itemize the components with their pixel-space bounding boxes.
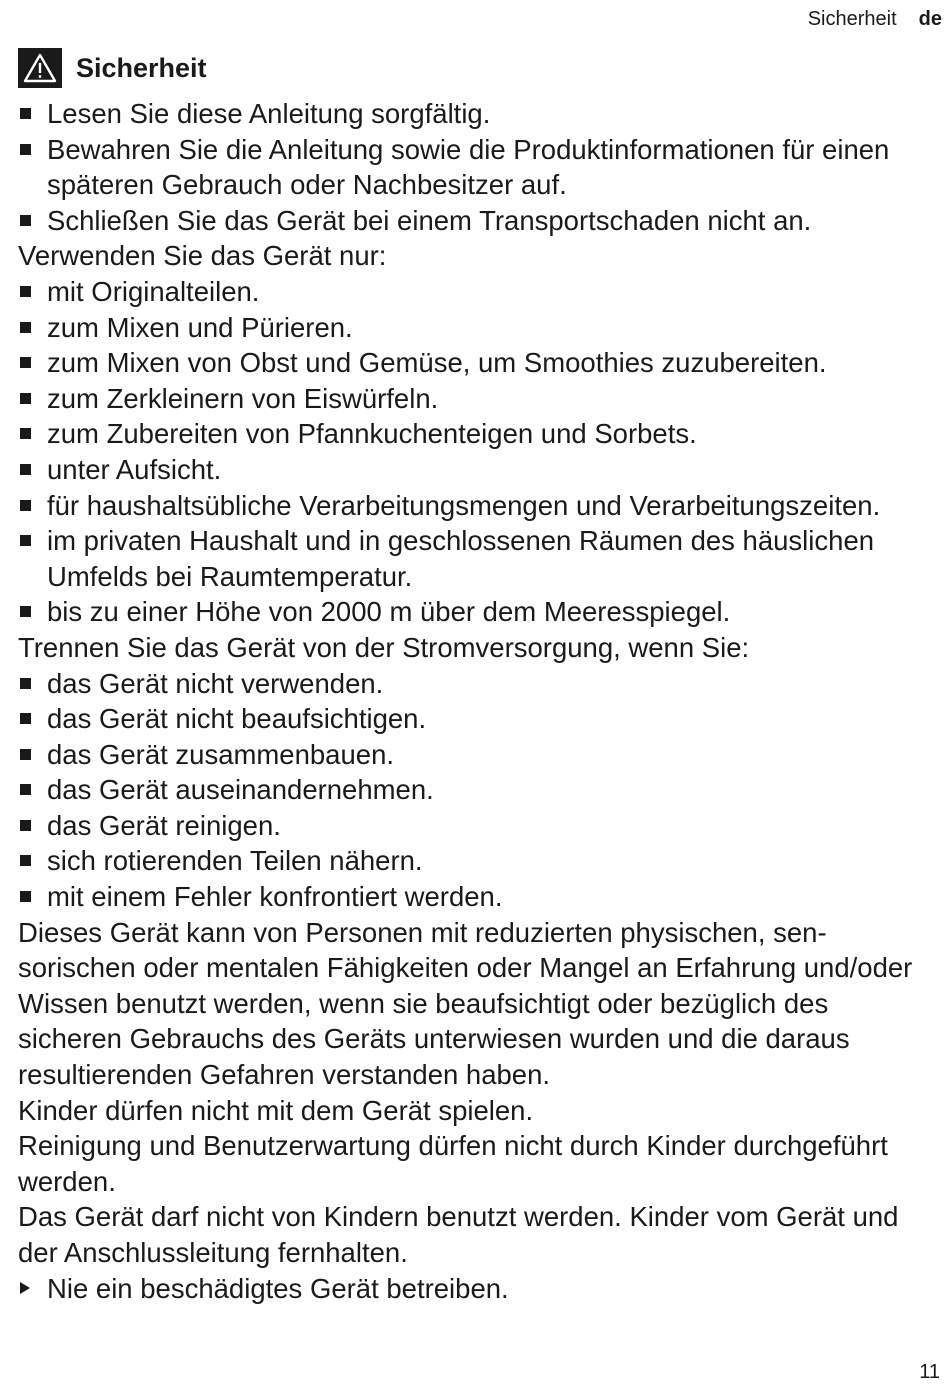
page-number: 11 xyxy=(919,1361,940,1383)
list-item xyxy=(18,879,923,915)
page-title: Sicherheit xyxy=(76,52,207,83)
running-header xyxy=(808,8,942,31)
list-item-text: für haushaltsübliche Verarbeitungsmengen und Verarbeitungszeiten. xyxy=(47,489,881,521)
disconnect-intro: Trennen Sie das Gerät von der Stromversorgung, wenn Sie: xyxy=(18,631,750,663)
list-item xyxy=(18,452,923,488)
list-item-text: das Gerät zusammenbauen. xyxy=(47,738,394,770)
list-item-text: das Gerät reinigen. xyxy=(47,809,281,841)
paragraph-kinder-spielen: Kinder dürfen nicht mit dem Gerät spielen. xyxy=(18,1094,534,1126)
list-item-text: mit Originalteilen. xyxy=(47,275,260,307)
list-item-text: zum Zerkleinern von Eiswürfeln. xyxy=(47,382,439,414)
list-item-text: das Gerät nicht verwenden. xyxy=(47,667,384,699)
square-bullet-icon xyxy=(20,749,31,760)
list-item xyxy=(18,132,923,203)
header-language: de xyxy=(918,8,942,30)
list-item xyxy=(18,345,923,381)
list-item-text: mit einem Fehler konfrontiert werden. xyxy=(47,881,503,913)
list-item xyxy=(18,381,923,417)
square-bullet-icon xyxy=(20,820,31,831)
list-item xyxy=(18,808,923,844)
list-item-text: Bewahren Sie die Anleitung sowie die Produktinformationen für einen späteren Gebrauch oder Nachbesitzer auf. xyxy=(47,133,890,201)
list-item xyxy=(18,96,923,132)
list-item-text: zum Mixen von Obst und Gemüse, um Smoothies zuzubereiten. xyxy=(47,347,827,379)
square-bullet-icon xyxy=(20,606,31,617)
list-item-text: zum Zubereiten von Pfannkuchenteigen und Sorbets. xyxy=(47,418,697,450)
list-item-text: im privaten Haushalt und in geschlossenen Räumen des häuslichen Umfelds bei Raumtemperatur. xyxy=(47,525,875,592)
list-item xyxy=(18,772,923,808)
header-section: Sicherheit xyxy=(807,8,897,30)
square-bullet-icon xyxy=(20,357,31,368)
usage-list xyxy=(18,274,923,630)
square-bullet-icon xyxy=(20,108,31,119)
list-item xyxy=(18,666,923,702)
square-bullet-icon xyxy=(20,535,31,546)
square-bullet-icon xyxy=(20,428,31,439)
usage-intro: Verwenden Sie das Gerät nur: xyxy=(18,240,387,272)
list-item xyxy=(18,488,923,524)
list-item xyxy=(18,310,923,346)
action-item xyxy=(18,1271,923,1307)
list-item xyxy=(18,843,923,879)
list-item xyxy=(18,523,923,594)
list-item-text: Schließen Sie das Gerät bei einem Transportschaden nicht an. xyxy=(47,204,812,236)
paragraph-kinder-benutzen: Das Gerät darf nicht von Kindern benutzt werden. Kinder vom Gerät und der Anschlussleitung fernhalten. xyxy=(18,1201,899,1268)
square-bullet-icon xyxy=(20,464,31,475)
list-item xyxy=(18,203,923,239)
paragraph-reinigung: Reinigung und Benutzerwartung dürfen nicht durch Kinder durchgeführt werden. xyxy=(18,1130,888,1197)
square-bullet-icon xyxy=(20,784,31,795)
action-text: Nie ein beschädigtes Gerät betreiben. xyxy=(47,1272,509,1304)
triangle-arrow-icon xyxy=(20,1282,30,1294)
list-item-text: unter Aufsicht. xyxy=(47,453,222,485)
list-item xyxy=(18,416,923,452)
section-heading xyxy=(18,48,207,88)
list-item-text: das Gerät nicht beaufsichtigen. xyxy=(47,703,427,735)
square-bullet-icon xyxy=(20,215,31,226)
square-bullet-icon xyxy=(20,678,31,689)
list-item xyxy=(18,594,923,630)
general-instructions-list xyxy=(18,96,923,238)
square-bullet-icon xyxy=(20,286,31,297)
disconnect-list xyxy=(18,666,923,915)
list-item-text: das Gerät auseinandernehmen. xyxy=(47,774,434,806)
list-item-text: zum Mixen und Pürieren. xyxy=(47,311,353,343)
list-item-text: sich rotierenden Teilen nähern. xyxy=(47,845,423,877)
list-item xyxy=(18,701,923,737)
list-item-text: bis zu einer Höhe von 2000 m über dem Meeresspiegel. xyxy=(47,596,731,628)
warning-triangle-icon xyxy=(18,48,62,88)
square-bullet-icon xyxy=(20,393,31,404)
list-item xyxy=(18,737,923,773)
square-bullet-icon xyxy=(20,322,31,333)
safety-content xyxy=(18,96,923,1306)
square-bullet-icon xyxy=(20,500,31,511)
list-item-text: Lesen Sie diese Anleitung sorgfältig. xyxy=(47,98,491,129)
square-bullet-icon xyxy=(20,855,31,866)
square-bullet-icon xyxy=(20,891,31,902)
list-item xyxy=(18,274,923,310)
square-bullet-icon xyxy=(20,713,31,724)
square-bullet-icon xyxy=(20,144,31,155)
paragraph-personen: Dieses Gerät kann von Personen mit reduzierten physischen, sensorischen oder mentalen Fähigkeiten oder Mangel an Erfahrung und/oder Wissen benutzt werden, wenn sie beaufsichtigt oder bezüglich des sicheren Gebrauchs des Geräts unterwiesen wurden und die daraus resultierenden Gefahren verstanden haben. xyxy=(18,916,913,1091)
